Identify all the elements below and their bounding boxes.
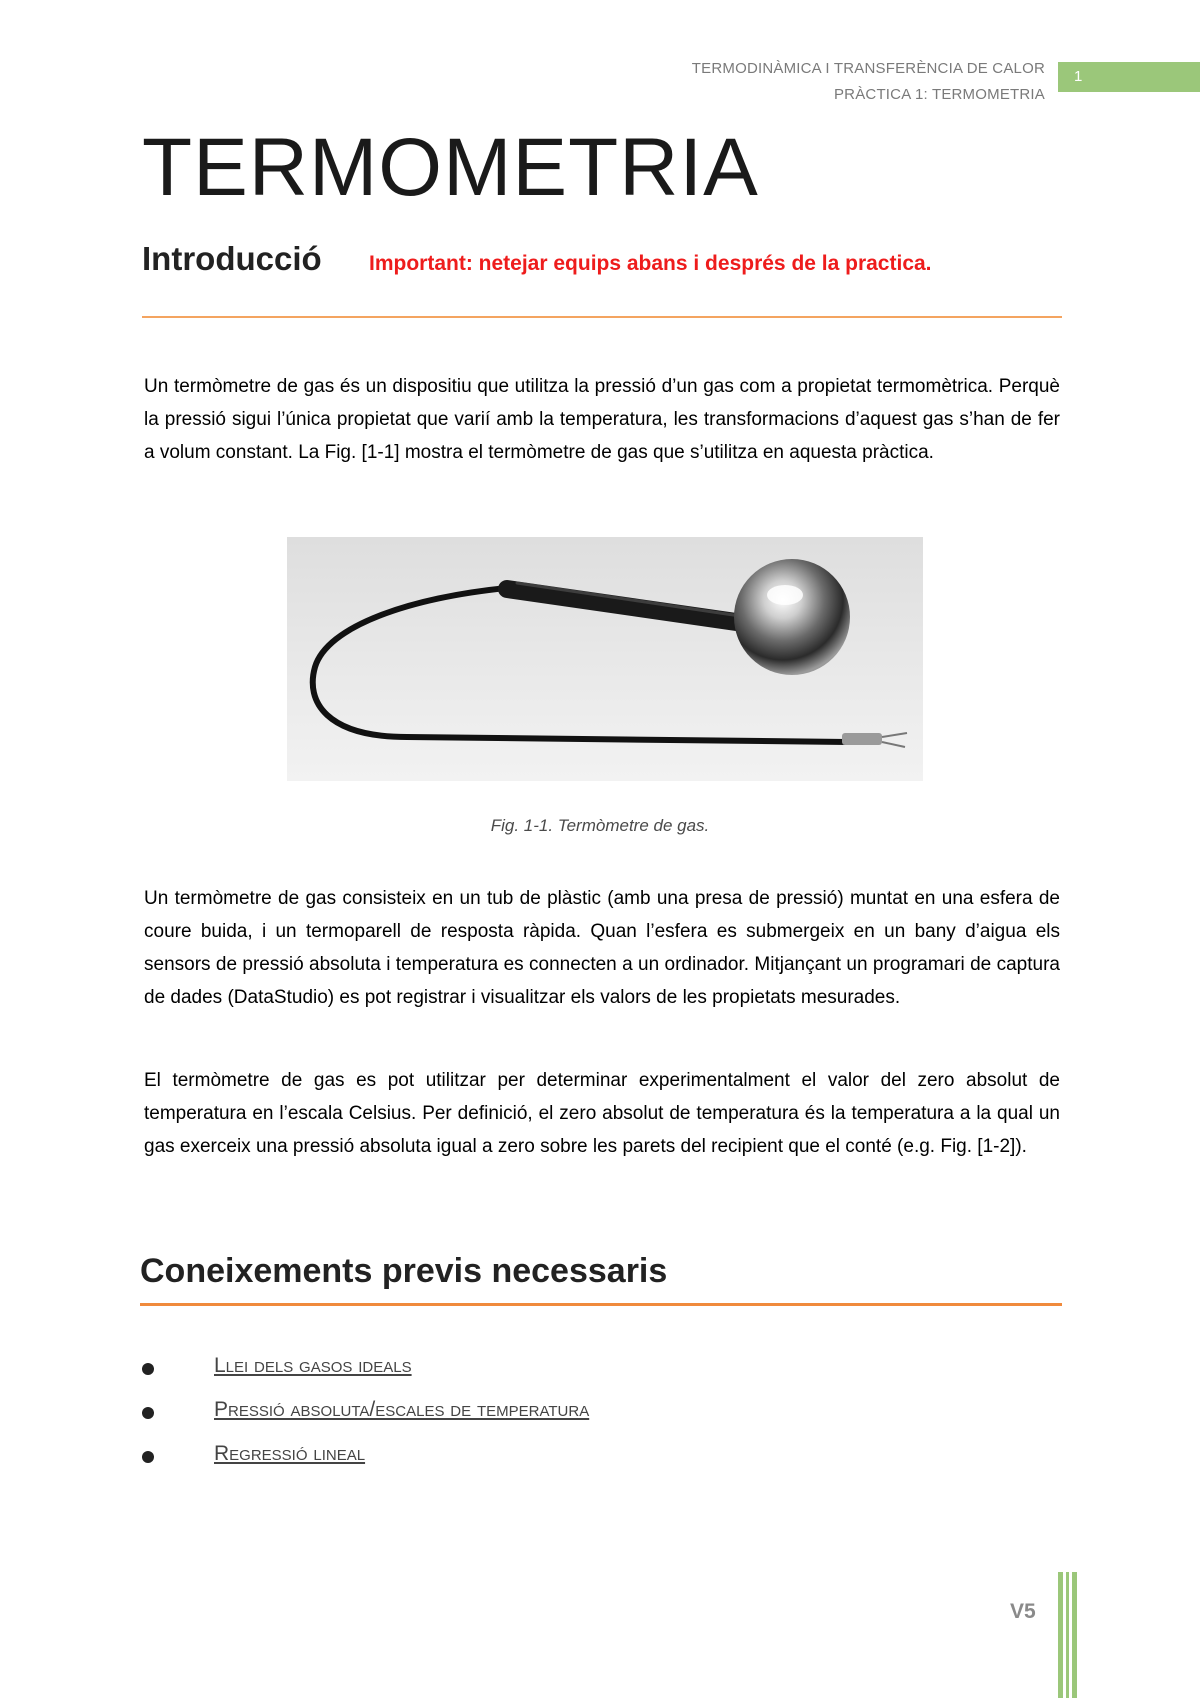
intro-paragraph-1: Un termòmetre de gas és un dispositiu que utilitza la pressió d’un gas com a propietat termomètrica. Perquè la pressió sigui l’única propietat que varií amb la temperatura, les transformacions d’aquest gas s’han de fer a volum constant. La Fig. [1-1] mostra el termòmetre de gas que s’utilitza en aquesta pràctica. — [144, 376, 1060, 463]
figure-caption: Fig. 1-1. Termòmetre de gas. — [490, 816, 710, 835]
running-header — [692, 56, 1045, 108]
link-ideal-gas-law[interactable]: Llei dels gasos ideals — [214, 1354, 412, 1377]
practice-title: PRÀCTICA 1: TERMOMETRIA — [833, 86, 1045, 103]
page-title: TERMOMETRIA — [142, 122, 759, 213]
prior-knowledge-divider — [140, 1303, 1062, 1306]
gas-thermometer-photo — [287, 537, 923, 781]
gas-thermometer-figure — [287, 537, 923, 781]
intro-heading-row — [142, 240, 1062, 282]
important-note: Important: netejar equips abans i després de la practica. — [369, 252, 932, 275]
intro-heading: Introducció — [142, 240, 322, 277]
bullet-icon — [142, 1363, 154, 1375]
decorative-side-bars — [1058, 1572, 1078, 1698]
absolute-zero-paragraph: El termòmetre de gas es pot utilitzar per determinar experimentalment el valor del zero absolut de temperatura en l’escala Celsius. Per definició, el zero absolut de temperatura és la temperatura a la qual un gas exerceix una pressió absoluta igual a zero sobre les parets del recipient que el conté (e.g. Fig. [1-2]). — [144, 1070, 1060, 1157]
page-number-tab — [1058, 62, 1200, 92]
bullet-icon — [142, 1451, 154, 1463]
prior-knowledge-heading: Coneixements previs necessaris — [140, 1252, 668, 1290]
bullet-icon — [142, 1407, 154, 1419]
page-number: 1 — [1074, 68, 1083, 85]
link-linear-regression[interactable]: Regressió lineal — [214, 1442, 366, 1465]
link-absolute-pressure[interactable]: Pressió absoluta/escales de temperatura — [214, 1398, 590, 1421]
description-paragraph: Un termòmetre de gas consisteix en un tub de plàstic (amb una presa de pressió) muntat en una esfera de coure buida, i un termoparell de resposta ràpida. Quan l’esfera es submergeix en un bany d’aigua els sensors de pressió absoluta i temperatura es connecten a un ordinador. Mitjançant un programari de captura de dades (DataStudio) es pot registrar i visualitzar els valors de les propietats mesurades. — [144, 888, 1060, 1008]
course-title: TERMODINÀMICA I TRANSFERÈNCIA DE CALOR — [691, 60, 1045, 77]
intro-divider — [142, 316, 1062, 318]
version-label: V5 — [1010, 1600, 1036, 1623]
